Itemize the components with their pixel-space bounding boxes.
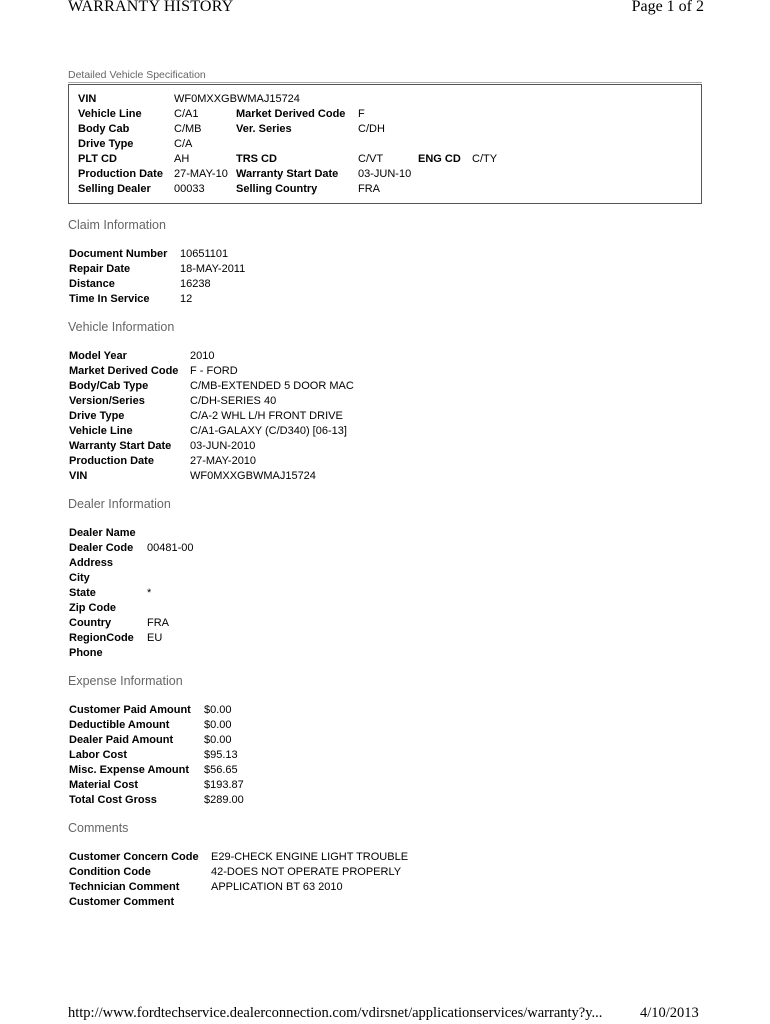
comment-value: APPLICATION BT 63 2010: [211, 881, 343, 893]
dealer-label: Country: [69, 617, 112, 629]
spec-value-ver-series: C/DH: [358, 123, 385, 135]
expense-value: $56.65: [204, 764, 238, 776]
spec-value-selling-country: FRA: [358, 183, 380, 195]
dealer-label: Zip Code: [69, 602, 117, 614]
spec-label-selling-country: Selling Country: [236, 183, 318, 195]
spec-label-ver-series: Ver. Series: [236, 123, 292, 135]
expense-section-title: Expense Information: [68, 674, 183, 688]
claim-section-title: Claim Information: [68, 218, 166, 232]
comment-label: Customer Comment: [69, 896, 175, 908]
spec-label-drive-type: Drive Type: [78, 138, 134, 150]
spec-value-market-code: F: [358, 108, 365, 120]
dealer-label: Address: [69, 557, 114, 569]
expense-label: Labor Cost: [69, 749, 128, 761]
spec-label-eng-cd: ENG CD: [418, 153, 461, 165]
vehicle-label: VIN: [69, 470, 88, 482]
comments-section-title: Comments: [68, 821, 129, 835]
spec-value-vehicle-line: C/A1: [174, 108, 199, 120]
expense-label: Customer Paid Amount: [69, 704, 191, 716]
footer-url: http://www.fordtechservice.dealerconnection.com/vdirsnet/applicationservices/warranty?y...: [68, 1005, 603, 1021]
comment-label: Technician Comment: [69, 881, 180, 893]
expense-label: Total Cost Gross: [69, 794, 157, 806]
expense-value: $0.00: [204, 734, 232, 746]
vehicle-value: WF0MXXGBWMAJ15724: [190, 470, 316, 482]
expense-label: Misc. Expense Amount: [69, 764, 190, 776]
expense-label: Deductible Amount: [69, 719, 170, 731]
dealer-label: Dealer Name: [69, 527, 136, 539]
dealer-value: FRA: [147, 617, 169, 629]
claim-value: 18-MAY-2011: [180, 263, 246, 275]
comment-label: Customer Concern Code: [69, 851, 199, 863]
vehicle-label: Model Year: [69, 350, 127, 362]
claim-label: Time In Service: [69, 293, 150, 305]
expense-value: $0.00: [204, 704, 232, 716]
dealer-value: 00481-00: [147, 542, 194, 554]
expense-value: $289.00: [204, 794, 244, 806]
page-number: Page 1 of 2: [631, 0, 704, 15]
spec-value-drive-type: C/A: [174, 138, 193, 150]
spec-value-body-cab: C/MB: [174, 123, 202, 135]
section-divider: [68, 82, 702, 83]
vehicle-label: Warranty Start Date: [69, 440, 172, 452]
vehicle-label: Drive Type: [69, 410, 125, 422]
claim-value: 12: [180, 293, 193, 305]
spec-value-selling-dealer: 00033: [174, 183, 205, 195]
dealer-label: Phone: [69, 647, 103, 659]
spec-label-market-code: Market Derived Code: [236, 108, 346, 120]
spec-value-eng-cd: C/TY: [472, 153, 498, 165]
spec-label-vehicle-line: Vehicle Line: [78, 108, 142, 120]
vehicle-label: Production Date: [69, 455, 154, 467]
dealer-label: State: [69, 587, 96, 599]
spec-section-title: Detailed Vehicle Specification: [68, 69, 206, 81]
vehicle-label: Body/Cab Type: [69, 380, 149, 392]
claim-value: 10651101: [180, 248, 229, 260]
vehicle-value: C/DH-SERIES 40: [190, 395, 277, 407]
spec-value-warranty-start: 03-JUN-10: [358, 168, 412, 180]
vehicle-label: Market Derived Code: [69, 365, 179, 377]
comment-value: E29-CHECK ENGINE LIGHT TROUBLE: [211, 851, 409, 863]
claim-label: Repair Date: [69, 263, 131, 275]
expense-label: Material Cost: [69, 779, 139, 791]
spec-label-trs-cd: TRS CD: [236, 153, 277, 165]
spec-value-trs-cd: C/VT: [358, 153, 384, 165]
spec-label-warranty-start: Warranty Start Date: [236, 168, 339, 180]
spec-label-plt-cd: PLT CD: [78, 153, 117, 165]
spec-label-production-date: Production Date: [78, 168, 163, 180]
footer-date: 4/10/2013: [640, 1005, 699, 1021]
spec-label-body-cab: Body Cab: [78, 123, 130, 135]
spec-label-selling-dealer: Selling Dealer: [78, 183, 151, 195]
dealer-value: EU: [147, 632, 163, 644]
claim-label: Distance: [69, 278, 115, 290]
expense-value: $0.00: [204, 719, 232, 731]
spec-value-production-date: 27-MAY-10: [174, 168, 228, 180]
spec-value-vin: WF0MXXGBWMAJ15724: [174, 93, 300, 105]
claim-value: 16238: [180, 278, 211, 290]
spec-box: [68, 84, 702, 204]
spec-value-plt-cd: AH: [174, 153, 190, 165]
expense-label: Dealer Paid Amount: [69, 734, 174, 746]
vehicle-value: C/A-2 WHL L/H FRONT DRIVE: [190, 410, 343, 422]
expense-value: $193.87: [204, 779, 244, 791]
vehicle-value: C/A1-GALAXY (C/D340) [06-13]: [190, 425, 347, 437]
spec-label-vin: VIN: [78, 93, 97, 105]
vehicle-label: Vehicle Line: [69, 425, 133, 437]
dealer-label: RegionCode: [69, 632, 134, 644]
claim-label: Document Number: [69, 248, 168, 260]
dealer-label: Dealer Code: [69, 542, 134, 554]
dealer-label: City: [69, 572, 90, 584]
vehicle-value: 2010: [190, 350, 215, 362]
vehicle-value: C/MB-EXTENDED 5 DOOR MAC: [190, 380, 354, 392]
dealer-section-title: Dealer Information: [68, 497, 171, 511]
page-header-title: WARRANTY HISTORY: [68, 0, 234, 15]
vehicle-value: 03-JUN-2010: [190, 440, 256, 452]
vehicle-value: 27-MAY-2010: [190, 455, 257, 467]
dealer-value: *: [147, 587, 152, 599]
vehicle-label: Version/Series: [69, 395, 145, 407]
comment-value: 42-DOES NOT OPERATE PROPERLY: [211, 866, 402, 878]
vehicle-section-title: Vehicle Information: [68, 320, 175, 334]
comment-label: Condition Code: [69, 866, 151, 878]
expense-value: $95.13: [204, 749, 238, 761]
vehicle-value: F - FORD: [190, 365, 238, 377]
